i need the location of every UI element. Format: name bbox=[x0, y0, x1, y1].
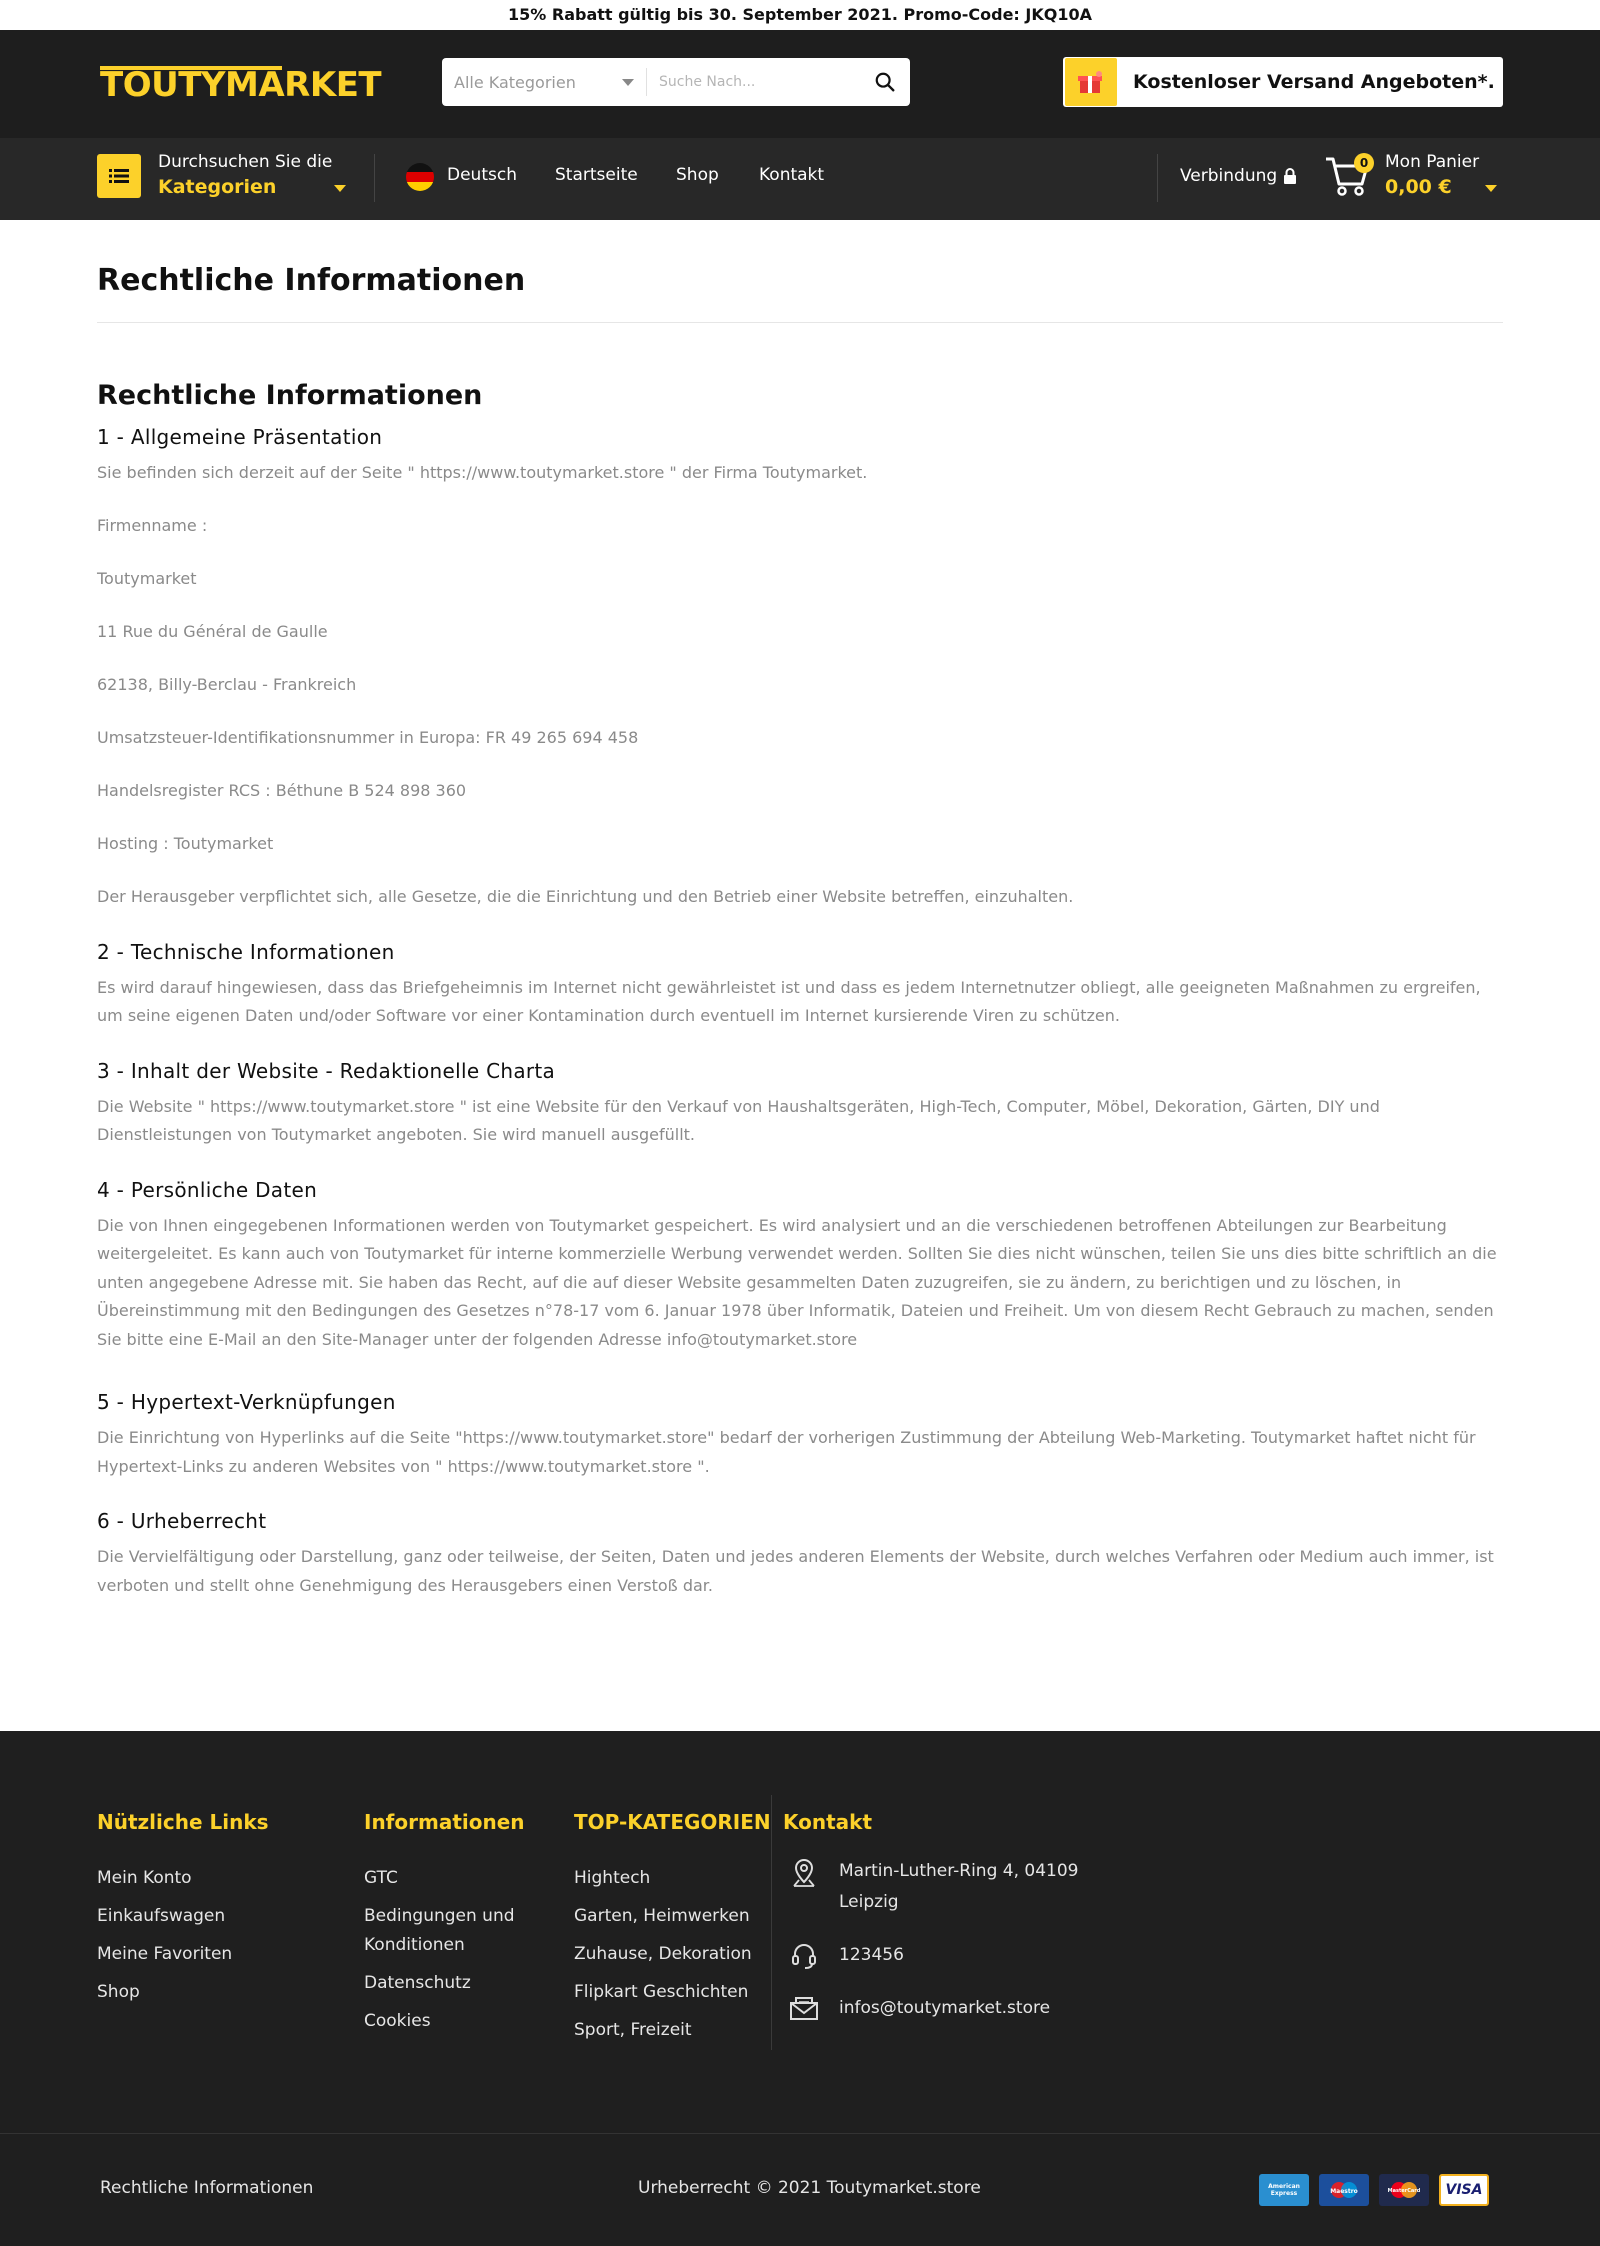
cart-total[interactable]: 0,00 € bbox=[1385, 176, 1452, 198]
footer-link[interactable]: Meine Favoriten bbox=[97, 1944, 233, 1964]
footer-information bbox=[364, 1810, 544, 2045]
categories-label-strong[interactable]: Kategorien bbox=[158, 176, 277, 198]
chevron-down-icon[interactable] bbox=[334, 185, 346, 192]
contact-address-line: Leipzig bbox=[839, 1892, 899, 1912]
lock-icon bbox=[1283, 168, 1297, 184]
paragraph: Es wird darauf hingewiesen, dass das Briefgeheimnis im Internet nicht gewährleistet ist und dass es jedem Internetnutzer obliegt, alle geeigneten Maßnahmen zu ergreifen, um seine eigenen Daten und/oder Software vor einer Kontamination durch eventuell im Internet kursierende Viren zu schützen. bbox=[97, 977, 1481, 1025]
footer-link[interactable]: Mein Konto bbox=[97, 1868, 192, 1888]
cart-count-badge: 0 bbox=[1354, 153, 1374, 173]
section-body bbox=[97, 459, 1503, 912]
contact-email-address[interactable]: infos@toutymarket.store bbox=[839, 1998, 1051, 2018]
paragraph: Sie befinden sich derzeit auf der Seite " https://www.toutymarket.store " der Firma Toutymarket. bbox=[97, 463, 868, 482]
footer-top-categories bbox=[574, 1810, 771, 2054]
footer-link[interactable]: Datenschutz bbox=[364, 1973, 471, 1993]
footer-heading: Kontakt bbox=[783, 1810, 873, 1834]
login-label: Verbindung bbox=[1180, 166, 1278, 186]
title-divider bbox=[97, 322, 1503, 323]
footer-heading: Nützliche Links bbox=[97, 1810, 269, 1834]
mastercard-icon bbox=[1379, 2174, 1429, 2206]
footer-link[interactable]: Sport, Freizeit bbox=[574, 2020, 692, 2040]
footer-divider bbox=[0, 2133, 1600, 2134]
svg-text:MasterCard: MasterCard bbox=[1387, 2188, 1421, 2194]
section bbox=[97, 940, 1503, 1031]
content-heading: Rechtliche Informationen bbox=[97, 380, 483, 411]
headset-icon bbox=[790, 1942, 818, 1970]
promo-bar: 15% Rabatt gültig bis 30. September 2021. Promo-Code: JKQ10A bbox=[0, 0, 1600, 30]
section-title: 2 - Technische Informationen bbox=[97, 939, 395, 964]
footer-legal-link[interactable]: Rechtliche Informationen bbox=[100, 2178, 314, 2198]
footer-useful-links bbox=[97, 1810, 269, 2016]
section bbox=[97, 1178, 1503, 1355]
list-icon bbox=[109, 168, 129, 184]
section bbox=[97, 1390, 1503, 1481]
section-title: 4 - Persönliche Daten bbox=[97, 1177, 318, 1202]
search-category-select[interactable] bbox=[442, 68, 647, 96]
section-title: 6 - Urheberrecht bbox=[97, 1509, 267, 1533]
nav-link-kontakt[interactable]: Kontakt bbox=[759, 165, 825, 185]
section bbox=[97, 1509, 1503, 1600]
payment-label: American Express bbox=[1268, 2183, 1300, 2197]
amex-icon bbox=[1259, 2174, 1309, 2206]
maestro-logo bbox=[1327, 2180, 1361, 2200]
section-title: 1 - Allgemeine Präsentation bbox=[97, 425, 383, 449]
free-shipping-banner[interactable] bbox=[1063, 57, 1503, 107]
payment-label: VISA bbox=[1445, 2182, 1483, 2198]
section bbox=[97, 1059, 1503, 1150]
logo[interactable] bbox=[100, 64, 382, 106]
copyright: Urheberrecht © 2021 Toutymarket.store bbox=[638, 2178, 981, 2198]
nav-link-shop[interactable]: Shop bbox=[676, 165, 719, 185]
logo-text: TOUTYMARKET bbox=[100, 65, 382, 105]
section-title: 5 - Hypertext-Verknüpfungen bbox=[97, 1390, 396, 1414]
chevron-down-icon[interactable] bbox=[1485, 185, 1497, 192]
footer-link[interactable]: Hightech bbox=[574, 1868, 651, 1888]
nav-divider bbox=[374, 154, 375, 202]
paragraph: Firmenname : bbox=[97, 516, 208, 535]
footer-link[interactable]: Garten, Heimwerken bbox=[574, 1906, 750, 1926]
language-selector[interactable]: Deutsch bbox=[447, 165, 517, 185]
footer-heading: TOP-KATEGORIEN bbox=[574, 1810, 771, 1834]
paragraph: Die von Ihnen eingegebenen Informationen werden von Toutymarket gespeichert. Es wird analysiert und an die verschiedenen betroffenen Abteilungen zur Bearbeitung weitergeleitet. Es kann auch von Toutymarket für interne kommerzielle Werbung verwendet werden. Sollten Sie dies nicht wünschen, teilen Sie uns dies bitte schriftlich an die unten angegebene Adresse mit. Sie haben das Recht, auf die auf dieser Website gesammelten Daten zuzugreifen, sie zu ändern, zu berichtigen und zu löschen, in Übereinstimmung mit den Bedingungen des Gesetzes n°78-17 vom 6. Januar 1978 über Informatik, Dateien und Freiheit. Um von diesem Recht Gebrauch zu machen, senden Sie bitte eine E-Mail an den Site-Manager unter der folgenden Adresse info@toutymarket.store bbox=[97, 1215, 1497, 1349]
contact-email bbox=[789, 1993, 1050, 2024]
page-title: Rechtliche Informationen bbox=[97, 263, 526, 298]
contact-phone-number[interactable]: 123456 bbox=[839, 1945, 904, 1965]
login-link[interactable] bbox=[1180, 166, 1297, 186]
legal-content bbox=[97, 380, 1503, 1600]
search-category-value: Alle Kategorien bbox=[454, 72, 576, 92]
free-shipping-text: Kostenloser Versand Angeboten*. bbox=[1133, 71, 1495, 93]
footer-contact bbox=[783, 1810, 872, 1834]
contact-address bbox=[789, 1856, 1078, 1918]
footer-link[interactable]: Einkaufswagen bbox=[97, 1906, 226, 1926]
footer-link[interactable]: Flipkart Geschichten bbox=[574, 1982, 749, 2002]
cart-label[interactable]: Mon Panier bbox=[1385, 152, 1480, 172]
gift-icon bbox=[1065, 58, 1117, 106]
section-title: 3 - Inhalt der Website - Redaktionelle Charta bbox=[97, 1058, 556, 1083]
contact-address-line: Martin-Luther-Ring 4, 04109 bbox=[839, 1861, 1079, 1881]
maestro-icon bbox=[1319, 2174, 1369, 2206]
paragraph: Handelsregister RCS : Béthune B 524 898 360 bbox=[97, 781, 467, 800]
paragraph: Umsatzsteuer-Identifikationsnummer in Europa: FR 49 265 694 458 bbox=[97, 728, 639, 747]
search-bar bbox=[442, 58, 910, 106]
paragraph: Die Website " https://www.toutymarket.store " ist eine Website für den Verkauf von Haushaltsgeräten, High-Tech, Computer, Möbel, Dekoration, Gärten, DIY und Dienstleistungen von Toutymarket angeboten. Sie wird manuell ausgefüllt. bbox=[97, 1096, 1380, 1144]
footer-divider bbox=[771, 1795, 772, 2050]
footer-link[interactable]: Shop bbox=[97, 1982, 140, 2002]
search-icon bbox=[874, 71, 896, 93]
paragraph: 62138, Billy-Berclau - Frankreich bbox=[97, 675, 357, 694]
nav-divider bbox=[1157, 154, 1158, 202]
paragraph: 11 Rue du Général de Gaulle bbox=[97, 622, 328, 641]
visa-icon bbox=[1439, 2174, 1489, 2206]
chevron-down-icon bbox=[622, 79, 634, 86]
paragraph: Hosting : Toutymarket bbox=[97, 834, 274, 853]
search-input[interactable] bbox=[647, 67, 860, 97]
map-pin-icon bbox=[791, 1858, 817, 1888]
envelope-icon bbox=[789, 1995, 819, 2021]
paragraph: Die Vervielfältigung oder Darstellung, ganz oder teilweise, der Seiten, Daten und jedes anderen Elements der Website, durch welches Verfahren oder Medium auch immer, ist verboten und stellt ohne Genehmigung des Herausgebers einen Verstoß dar. bbox=[97, 1547, 1494, 1595]
german-flag-icon[interactable] bbox=[406, 163, 434, 191]
nav-link-startseite[interactable]: Startseite bbox=[555, 165, 638, 185]
paragraph: Der Herausgeber verpflichtet sich, alle Gesetze, die die Einrichtung und den Betrieb einer Website betreffen, einzuhalten. bbox=[97, 887, 1074, 906]
footer-link[interactable]: Zuhause, Dekoration bbox=[574, 1944, 752, 1964]
categories-label[interactable]: Durchsuchen Sie die bbox=[158, 152, 333, 172]
paragraph: Die Einrichtung von Hyperlinks auf die Seite "https://www.toutymarket.store" bedarf der vorherigen Zustimmung der Abteilung Web-Marketing. Toutymarket haftet nicht für Hypertext-Links zu anderen Websites von " https://www.toutymarket.store ". bbox=[97, 1428, 1476, 1476]
categories-toggle[interactable] bbox=[97, 154, 141, 198]
svg-text:Maestro: Maestro bbox=[1330, 2188, 1358, 2195]
contact-phone bbox=[789, 1940, 904, 1971]
footer-link[interactable]: Bedingungen und Konditionen bbox=[364, 1906, 515, 1955]
footer-link[interactable]: GTC bbox=[364, 1868, 398, 1888]
search-button[interactable] bbox=[860, 58, 910, 106]
footer-heading: Informationen bbox=[364, 1810, 525, 1834]
footer-link[interactable]: Cookies bbox=[364, 2011, 431, 2031]
mastercard-logo bbox=[1387, 2180, 1421, 2200]
paragraph: Toutymarket bbox=[97, 569, 197, 588]
